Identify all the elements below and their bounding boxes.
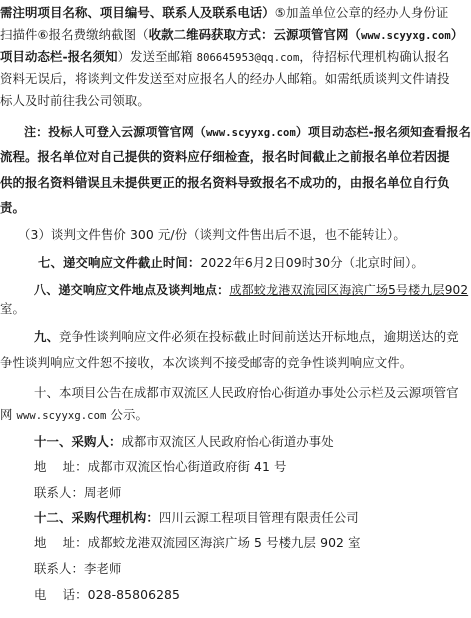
para1-line3-a: ）发送至邮箱 (117, 49, 197, 64)
notice-line1-a: 注：投标人可登入云源项管官网（ (24, 125, 206, 139)
section12-address-label: 地 址： (34, 535, 88, 550)
section12-contact (34, 558, 121, 580)
section12-label: 十二、采购代理机构： (34, 510, 159, 525)
section12-phone-value: 028-85806285 (87, 587, 181, 602)
section8-line1 (34, 279, 468, 301)
section12-phone (34, 584, 180, 606)
section12-address-value: 成都蛟龙港双流园区海滨广场 5 号楼九层 902 室 (87, 535, 361, 550)
section10-line2-prefix: 网 (0, 407, 17, 422)
section11-address (34, 456, 287, 478)
section12-contact-value: 李老师 (83, 561, 122, 576)
para1-line3 (0, 46, 449, 69)
section11-purchaser (34, 431, 334, 453)
para1-line3-email: 806645953@qq.com (196, 52, 300, 64)
section9-line1-text: 竞争性谈判响应文件必须在投标截止时间前送达开标地点，逾期送达的竞 (58, 329, 459, 344)
section9-line2: 争性谈判响应文件恕不接收，本次谈判不接受邮寄的竞争性谈判响应文件。 (0, 355, 413, 370)
section8-value-line1: 成都蛟龙港双流园区海滨广场5号楼九层902 (229, 283, 469, 297)
section11-address-label: 地 址： (34, 459, 88, 474)
section12-value: 四川云源工程项目管理有限责任公司 (158, 510, 359, 525)
section11-contact-value: 周老师 (83, 485, 122, 500)
section11-contact (34, 482, 121, 504)
para1-line5: 标人及时前往我公司领取。 (0, 93, 150, 108)
section12-address (34, 532, 361, 554)
section7-label: 七、递交响应文件截止时间： (38, 255, 201, 270)
section8-label: 八、递交响应文件地点及谈判地点： (34, 283, 230, 297)
para1-line4: 资料无误后，将谈判文件发送至对应报名人的经办人邮箱。如需纸质谈判文件请投 (0, 71, 450, 86)
para1-line3-bold: 项目动态栏-报名须知 (0, 49, 118, 64)
price-line: （3）谈判文件售价 300 元/份（谈判文件售出后不退，也不能转让）。 (18, 227, 406, 242)
para1-line1 (0, 2, 448, 24)
section11-contact-label: 联系人： (34, 485, 84, 500)
section11-value: 成都市双流区人民政府怡心街道办事处 (121, 434, 334, 449)
notice-line2: 流程。报名单位对自己提供的资料应仔细检查，报名时间截止之前报名单位若因提 (0, 149, 450, 164)
para1-line3-b: ，待招标代理机构确认报名 (299, 49, 450, 64)
notice-line4: 责。 (0, 200, 25, 215)
notice-line1 (24, 121, 471, 144)
section7-value: 2022年6月2日09时30分（北京时间）。 (200, 255, 424, 270)
section11-address-value: 成都市双流区怡心街道政府街 41 号 (87, 459, 287, 474)
para1-line1-bold: 需注明项目名称、项目编号、联系人及联系电话） (0, 5, 275, 20)
para1-line2-tail: ） (450, 27, 464, 42)
section12-contact-label: 联系人： (34, 561, 84, 576)
para1-line1-rest: ⑤加盖单位公章的经办人身份证 (274, 5, 449, 20)
para1-line2-url: www.scyyxg.com (360, 30, 451, 42)
section7 (38, 252, 424, 274)
section10-line2-suffix: 公示。 (106, 407, 148, 422)
para1-line2 (0, 24, 463, 47)
section9-label: 九、 (34, 329, 59, 344)
para1-line2-bold: 收款二维码获取方式：云源项管官网（ (148, 27, 361, 42)
notice-line3: 供的报名资料错误且未提供更正的报名资料导致报名不成功的，由报名单位自行负 (0, 175, 450, 190)
para1-line2-a: 扫描件⑥报名费缴纳截图（ (0, 27, 149, 42)
section9-line1 (34, 326, 459, 348)
notice-line1-url: www.scyyxg.com (205, 127, 296, 139)
notice-line1-b: ）项目动态栏-报名须知查看报名 (295, 125, 471, 139)
section11-label: 十一、采购人： (34, 434, 122, 449)
section12-agency (34, 507, 359, 529)
section10-line2-url: www.scyyxg.com (16, 410, 107, 422)
section12-phone-label: 电 话： (34, 587, 88, 602)
section10-line2 (0, 404, 148, 427)
section8-line2: 室。 (0, 301, 25, 316)
section10-line1: 十、本项目公告在成都市双流区人民政府怡心街道办事处公示栏及云源项管官 (34, 385, 459, 400)
